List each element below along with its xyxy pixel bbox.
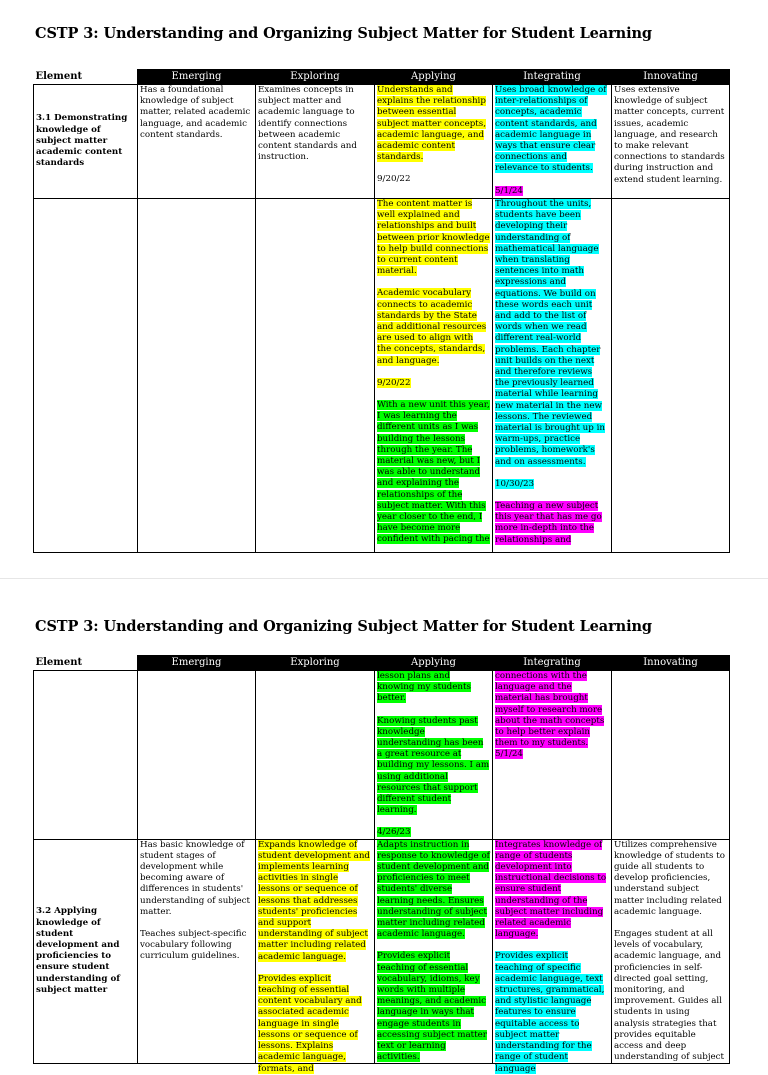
applying-evidence-p2: Academic vocabulary connects to academic standards by the State and additional resources are used to align with the concepts, standards, and language. — [377, 288, 487, 366]
innovating-cont-blank — [612, 671, 730, 840]
integrating-3-2-p2: Provides explicit teaching of specific academic language, text structures, grammatical, and stylistic language features to ensure equitable access to subject matter understanding for the range of student language — [495, 951, 605, 1074]
integrating-evidence-p2: Teaching a new subject this year that has me go more in-depth into the relationships and — [495, 501, 602, 545]
applying-cont-p1: lesson plans and knowing my students better. — [377, 671, 471, 704]
document-page-2 — [0, 580, 768, 1074]
integrating-3-2-p1: Integrates knowledge of range of students development into instructional decisions to ensure student understanding of the subject matter including related academic language. — [495, 839, 607, 940]
applying-3-1-date: 9/20/22 — [377, 174, 411, 185]
innovating-3-1: Uses extensive knowledge of subject matter concepts, current issues, academic language, and research to make relevant connections to standards during instruction and extend student learning. — [612, 85, 730, 199]
element-evidence-blank — [34, 199, 138, 553]
integrating-evidence-date: 10/30/23 — [495, 478, 535, 489]
exploring-evidence-blank — [256, 199, 375, 553]
integrating-evidence — [493, 199, 612, 553]
applying-cont-date: 4/26/23 — [377, 827, 411, 838]
emerging-3-2 — [138, 839, 256, 1063]
applying-cont-p2: Knowing students past knowledge understanding has been a great resource at building my lessons. I am using additional resources that support different student learning. — [377, 715, 490, 816]
innovating-3-2 — [612, 839, 730, 1063]
applying-cont — [375, 671, 493, 840]
header-innovating: Innovating — [612, 70, 730, 85]
integrating-evidence-p1: Throughout the units, students have been developing their understanding of mathematical language when translating sentences into math expressions and equations. We build on these words each unit and add to the list of words when we read different real-world problems. Each chapter unit builds on the next and therefore reviews the previously learned material while learning new material in the new lessons. The reviewed material is brought up in warm-ups, practice problems, homework's and on assessments. — [495, 199, 605, 467]
integrating-cont-p1: connections with the language and the material has brought myself to research more about the math concepts to help better explain them to my students. — [495, 671, 605, 749]
applying-3-1 — [375, 85, 493, 199]
table-header-row — [34, 656, 730, 671]
emerging-evidence-blank — [138, 199, 256, 553]
emerging-cont-blank — [138, 671, 256, 840]
applying-3-2-p2: Provides explicit teaching of essential vocabulary, idioms, key words with multiple meanings, and academic language in ways that engage students in accessing subject matter text or learning activities. — [377, 951, 487, 1063]
applying-evidence-p3: With a new unit this year, I was learning the different units as I was building the lessons through the year. The material was new, but I was able to understand and explaining the relationships of the subject matter. With this year closer to the end, I have become more confident with pacing the — [377, 400, 490, 545]
exploring-3-1: Examines concepts in subject matter and academic language to identify connections between academic content standards and instruction. — [256, 85, 375, 199]
header-integrating: Integrating — [493, 70, 612, 85]
header-exploring: Exploring — [256, 656, 375, 671]
header-element: Element — [34, 656, 138, 671]
exploring-3-2 — [256, 839, 375, 1074]
table-row — [34, 85, 730, 199]
applying-evidence — [375, 199, 493, 553]
exploring-3-2-p2: Provides explicit teaching of essential content vocabulary and associated academic language in single lessons or sequence of lessons. Explains academic language, formats, and — [258, 973, 362, 1074]
integrating-3-2 — [493, 839, 612, 1074]
emerging-3-2-p1: Has basic knowledge of student stages of development while becoming aware of differences in students' understanding of subject matter. — [140, 839, 251, 917]
rubric-table — [33, 69, 730, 553]
applying-3-2 — [375, 839, 493, 1063]
element-3-1: 3.1 Demonstrating knowledge of subject matter academic content standards — [34, 85, 138, 199]
rubric-table-continued — [33, 655, 730, 1074]
header-exploring: Exploring — [256, 70, 375, 85]
applying-evidence-date: 9/20/22 — [377, 377, 411, 388]
integrating-3-1 — [493, 85, 612, 199]
integrating-3-1-text: Uses broad knowledge of inter-relationships of concepts, academic content standards, and academic language in ways that ensure clear connections and relevance to students. — [495, 85, 607, 174]
page-divider — [0, 578, 768, 579]
element-3-2: 3.2 Applying knowledge of student development and proficiencies to ensure student understanding of subject matter — [34, 839, 138, 1063]
table-header-row — [34, 70, 730, 85]
element-cont-blank — [34, 671, 138, 840]
applying-evidence-p1: The content matter is well explained and relationships and built between prior knowledge to help build connections to current content material. — [377, 199, 490, 277]
header-applying: Applying — [375, 70, 493, 85]
header-innovating: Innovating — [612, 656, 730, 671]
emerging-3-2-p2: Teaches subject-specific vocabulary following curriculum guidelines. — [140, 929, 247, 962]
innovating-evidence-blank — [612, 199, 730, 553]
exploring-cont-blank — [256, 671, 375, 840]
header-element: Element — [34, 70, 138, 85]
header-emerging: Emerging — [138, 70, 256, 85]
header-applying: Applying — [375, 656, 493, 671]
table-row — [34, 199, 730, 553]
innovating-3-2-p1: Utilizes comprehensive knowledge of students to guide all students to develop proficiencies, understand subject matter including related academic language. — [614, 839, 725, 917]
page-title-2: CSTP 3: Understanding and Organizing Subject Matter for Student Learning — [35, 618, 652, 635]
page-title: CSTP 3: Understanding and Organizing Subject Matter for Student Learning — [35, 25, 652, 42]
exploring-3-2-p1: Expands knowledge of student development and implements learning activities in single lessons or sequence of lessons that addresses students' proficiencies and support understanding of subject matter including related academic language. — [258, 839, 370, 962]
integrating-cont — [493, 671, 612, 840]
applying-3-1-text: Understands and explains the relationship between essential subject matter concepts, academic language, and academic content standards. — [377, 85, 486, 163]
emerging-3-1: Has a foundational knowledge of subject matter, related academic language, and academic content standards. — [138, 85, 256, 199]
table-row — [34, 671, 730, 840]
header-emerging: Emerging — [138, 656, 256, 671]
applying-3-2-p1: Adapts instruction in response to knowledge of student development and proficiencies to meet students' diverse learning needs. Ensures understanding of subject matter including related academic language. — [377, 839, 490, 940]
innovating-3-2-p2: Engages student at all levels of vocabulary, academic language, and proficiencies in self-directed goal setting, monitoring, and improvement. Guides all students in using analysis strategies that provides equitable access and deep understanding of subject — [614, 929, 725, 1063]
header-integrating: Integrating — [493, 656, 612, 671]
integrating-3-1-date: 5/1/24 — [495, 185, 523, 196]
integrating-cont-date: 5/1/24 — [495, 749, 523, 760]
table-row — [34, 839, 730, 1063]
